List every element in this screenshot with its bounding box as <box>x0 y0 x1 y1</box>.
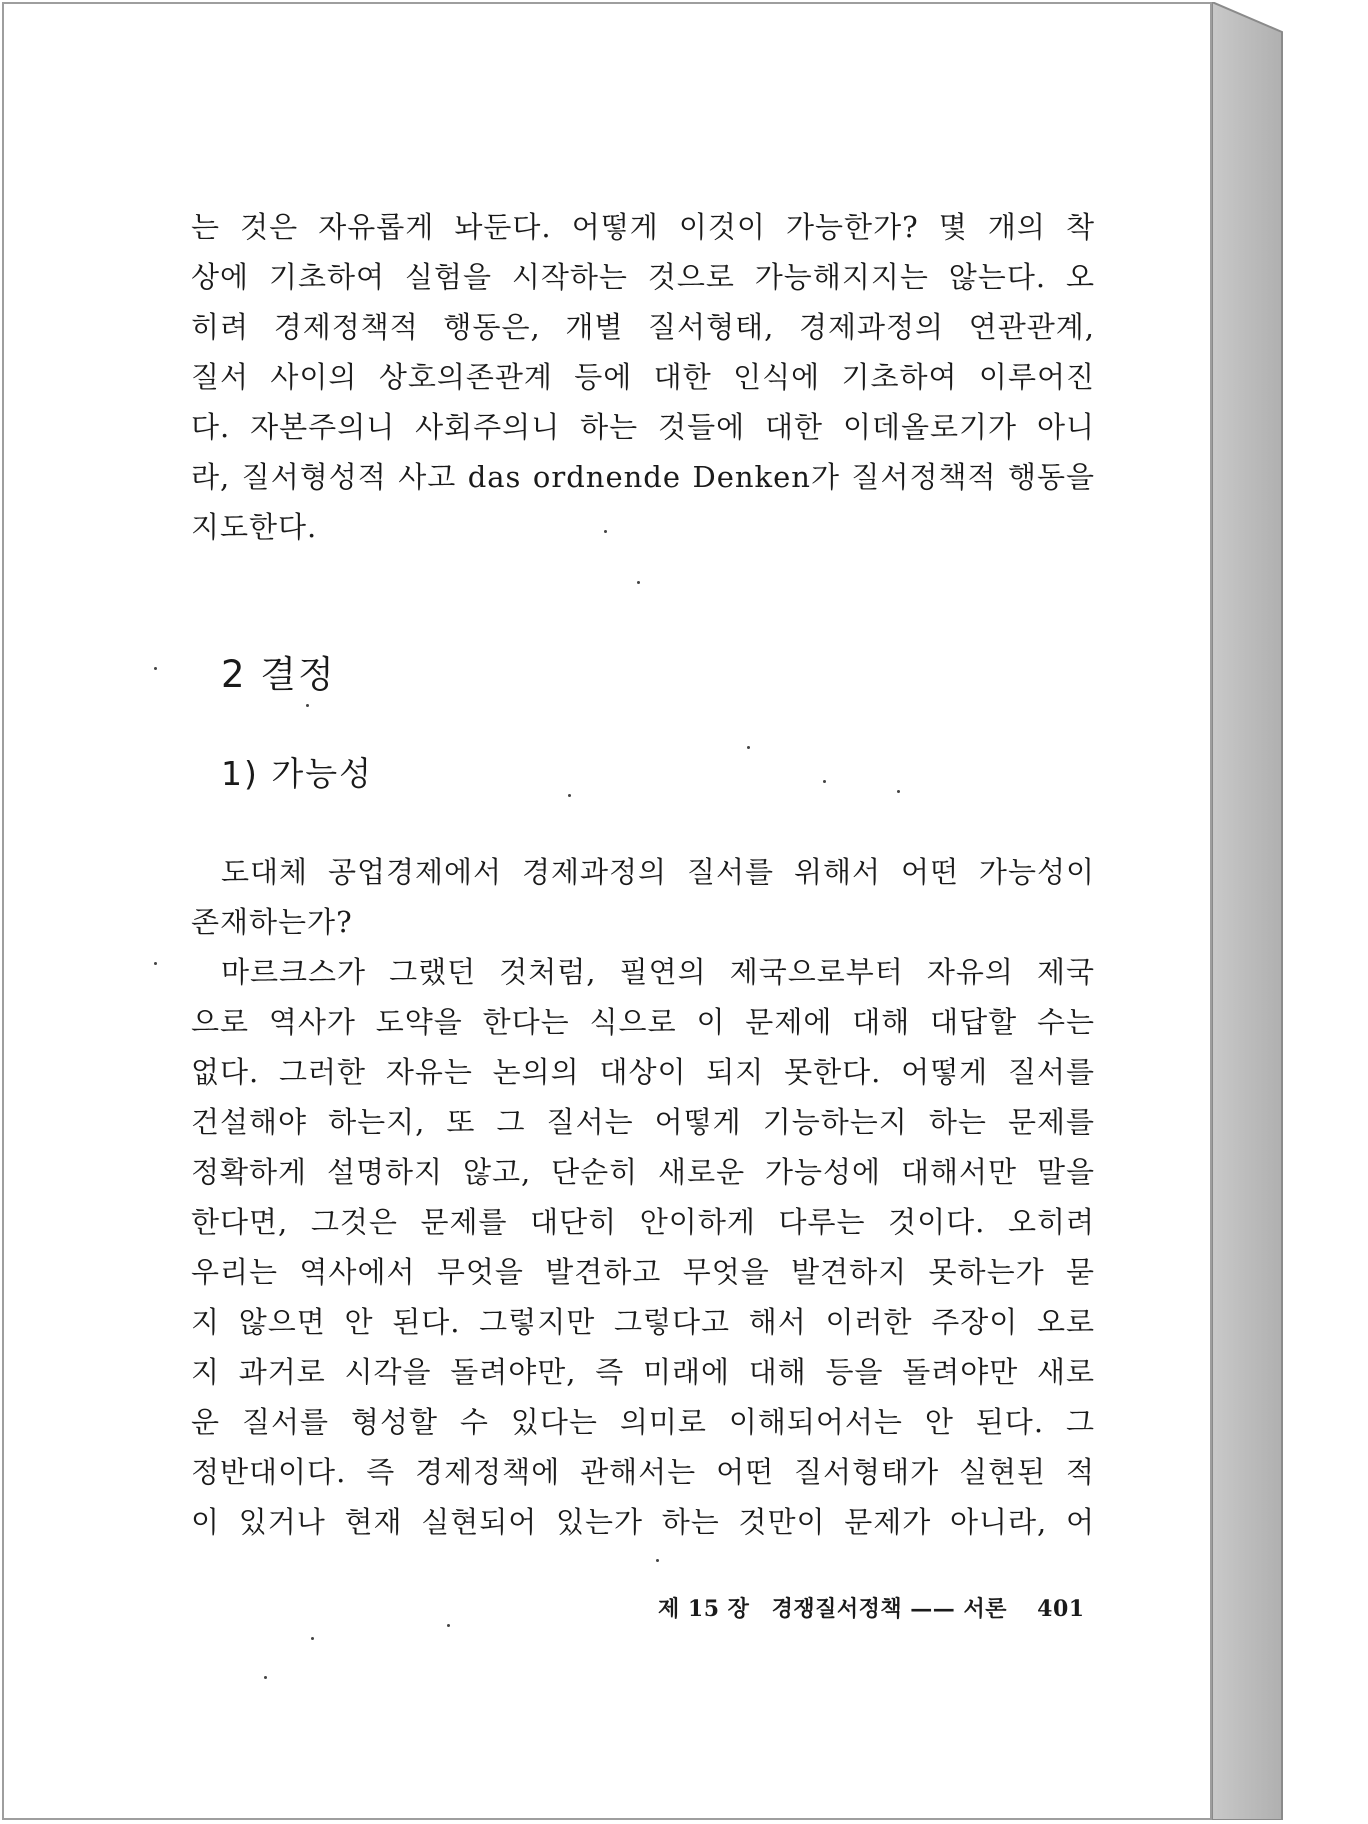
footer-chapter: 제 15 장 <box>658 1596 750 1622</box>
text-line: 지 과거로 시각을 돌려야만, 즉 미래에 대해 등을 돌려야만 새로 <box>191 1355 1095 1389</box>
text-line: 는 것은 자유롭게 놔둔다. 어떻게 이것이 가능한가? 몇 개의 착 <box>191 210 1095 244</box>
section-heading: 2 결정 <box>221 653 336 696</box>
running-footer <box>658 1592 1085 1623</box>
scan-speck <box>747 746 750 749</box>
text-line: 히려 경제정책적 행동은, 개별 질서형태, 경제과정의 연관관계, <box>191 310 1095 344</box>
scan-speck <box>154 962 157 965</box>
scan-speck <box>637 581 640 584</box>
text-line: 한다면, 그것은 문제를 대단히 안이하게 다루는 것이다. 오히려 <box>191 1205 1095 1239</box>
text-line: 마르크스가 그랬던 것처럼, 필연의 제국으로부터 자유의 제국 <box>221 955 1095 989</box>
book-edge-3d <box>1212 2 1362 1820</box>
text-line: 으로 역사가 도약을 한다는 식으로 이 문제에 대해 대답할 수는 <box>191 1005 1095 1039</box>
text-line: 라, 질서형성적 사고 das ordnende Denken가 질서정책적 행동을 <box>191 460 1095 494</box>
scan-speck <box>311 1637 314 1640</box>
scan-speck <box>447 1624 450 1627</box>
text-line: 상에 기초하여 실험을 시작하는 것으로 가능해지지는 않는다. 오 <box>191 260 1095 294</box>
sub-heading: 1) 가능성 <box>221 754 373 793</box>
scan-speck <box>823 780 826 783</box>
scan-speck <box>264 1676 267 1679</box>
scan-speck <box>568 794 571 797</box>
text-line: 운 질서를 형성할 수 있다는 의미로 이해되어서는 안 된다. 그 <box>191 1405 1095 1439</box>
text-line: 이 있거나 현재 실현되어 있는가 하는 것만이 문제가 아니라, 어 <box>191 1505 1095 1539</box>
book-edge-graphic <box>1212 2 1362 1820</box>
scan-speck <box>656 1559 659 1562</box>
text-line: 지도한다. <box>191 510 318 544</box>
page-number: 401 <box>1037 1596 1085 1622</box>
scan-speck <box>897 790 900 793</box>
text-line: 정반대이다. 즉 경제정책에 관해서는 어떤 질서형태가 실현된 적 <box>191 1455 1095 1489</box>
text-line: 존재하는가? <box>191 905 353 939</box>
text-line: 없다. 그러한 자유는 논의의 대상이 되지 못한다. 어떻게 질서를 <box>191 1055 1095 1089</box>
book-page <box>2 2 1212 1820</box>
body-paragraphs <box>191 847 1095 1547</box>
text-line: 정확하게 설명하지 않고, 단순히 새로운 가능성에 대해서만 말을 <box>191 1155 1095 1189</box>
text-line: 다. 자본주의니 사회주의니 하는 것들에 대한 이데올로기가 아니 <box>191 410 1095 444</box>
text-line: 지 않으면 안 된다. 그렇지만 그렇다고 해서 이러한 주장이 오로 <box>191 1305 1095 1339</box>
scan-speck <box>306 704 309 707</box>
text-line: 우리는 역사에서 무엇을 발견하고 무엇을 발견하지 못하는가 묻 <box>191 1255 1095 1289</box>
text-line: 건설해야 하는지, 또 그 질서는 어떻게 기능하는지 하는 문제를 <box>191 1105 1095 1139</box>
text-line: 도대체 공업경제에서 경제과정의 질서를 위해서 어떤 가능성이 <box>221 855 1095 889</box>
paragraph-continued <box>191 202 1095 552</box>
text-line: 질서 사이의 상호의존관계 등에 대한 인식에 기초하여 이루어진 <box>191 360 1095 394</box>
scan-speck <box>154 667 157 670</box>
footer-title: 경쟁질서정책 —— 서론 <box>771 1596 1007 1622</box>
